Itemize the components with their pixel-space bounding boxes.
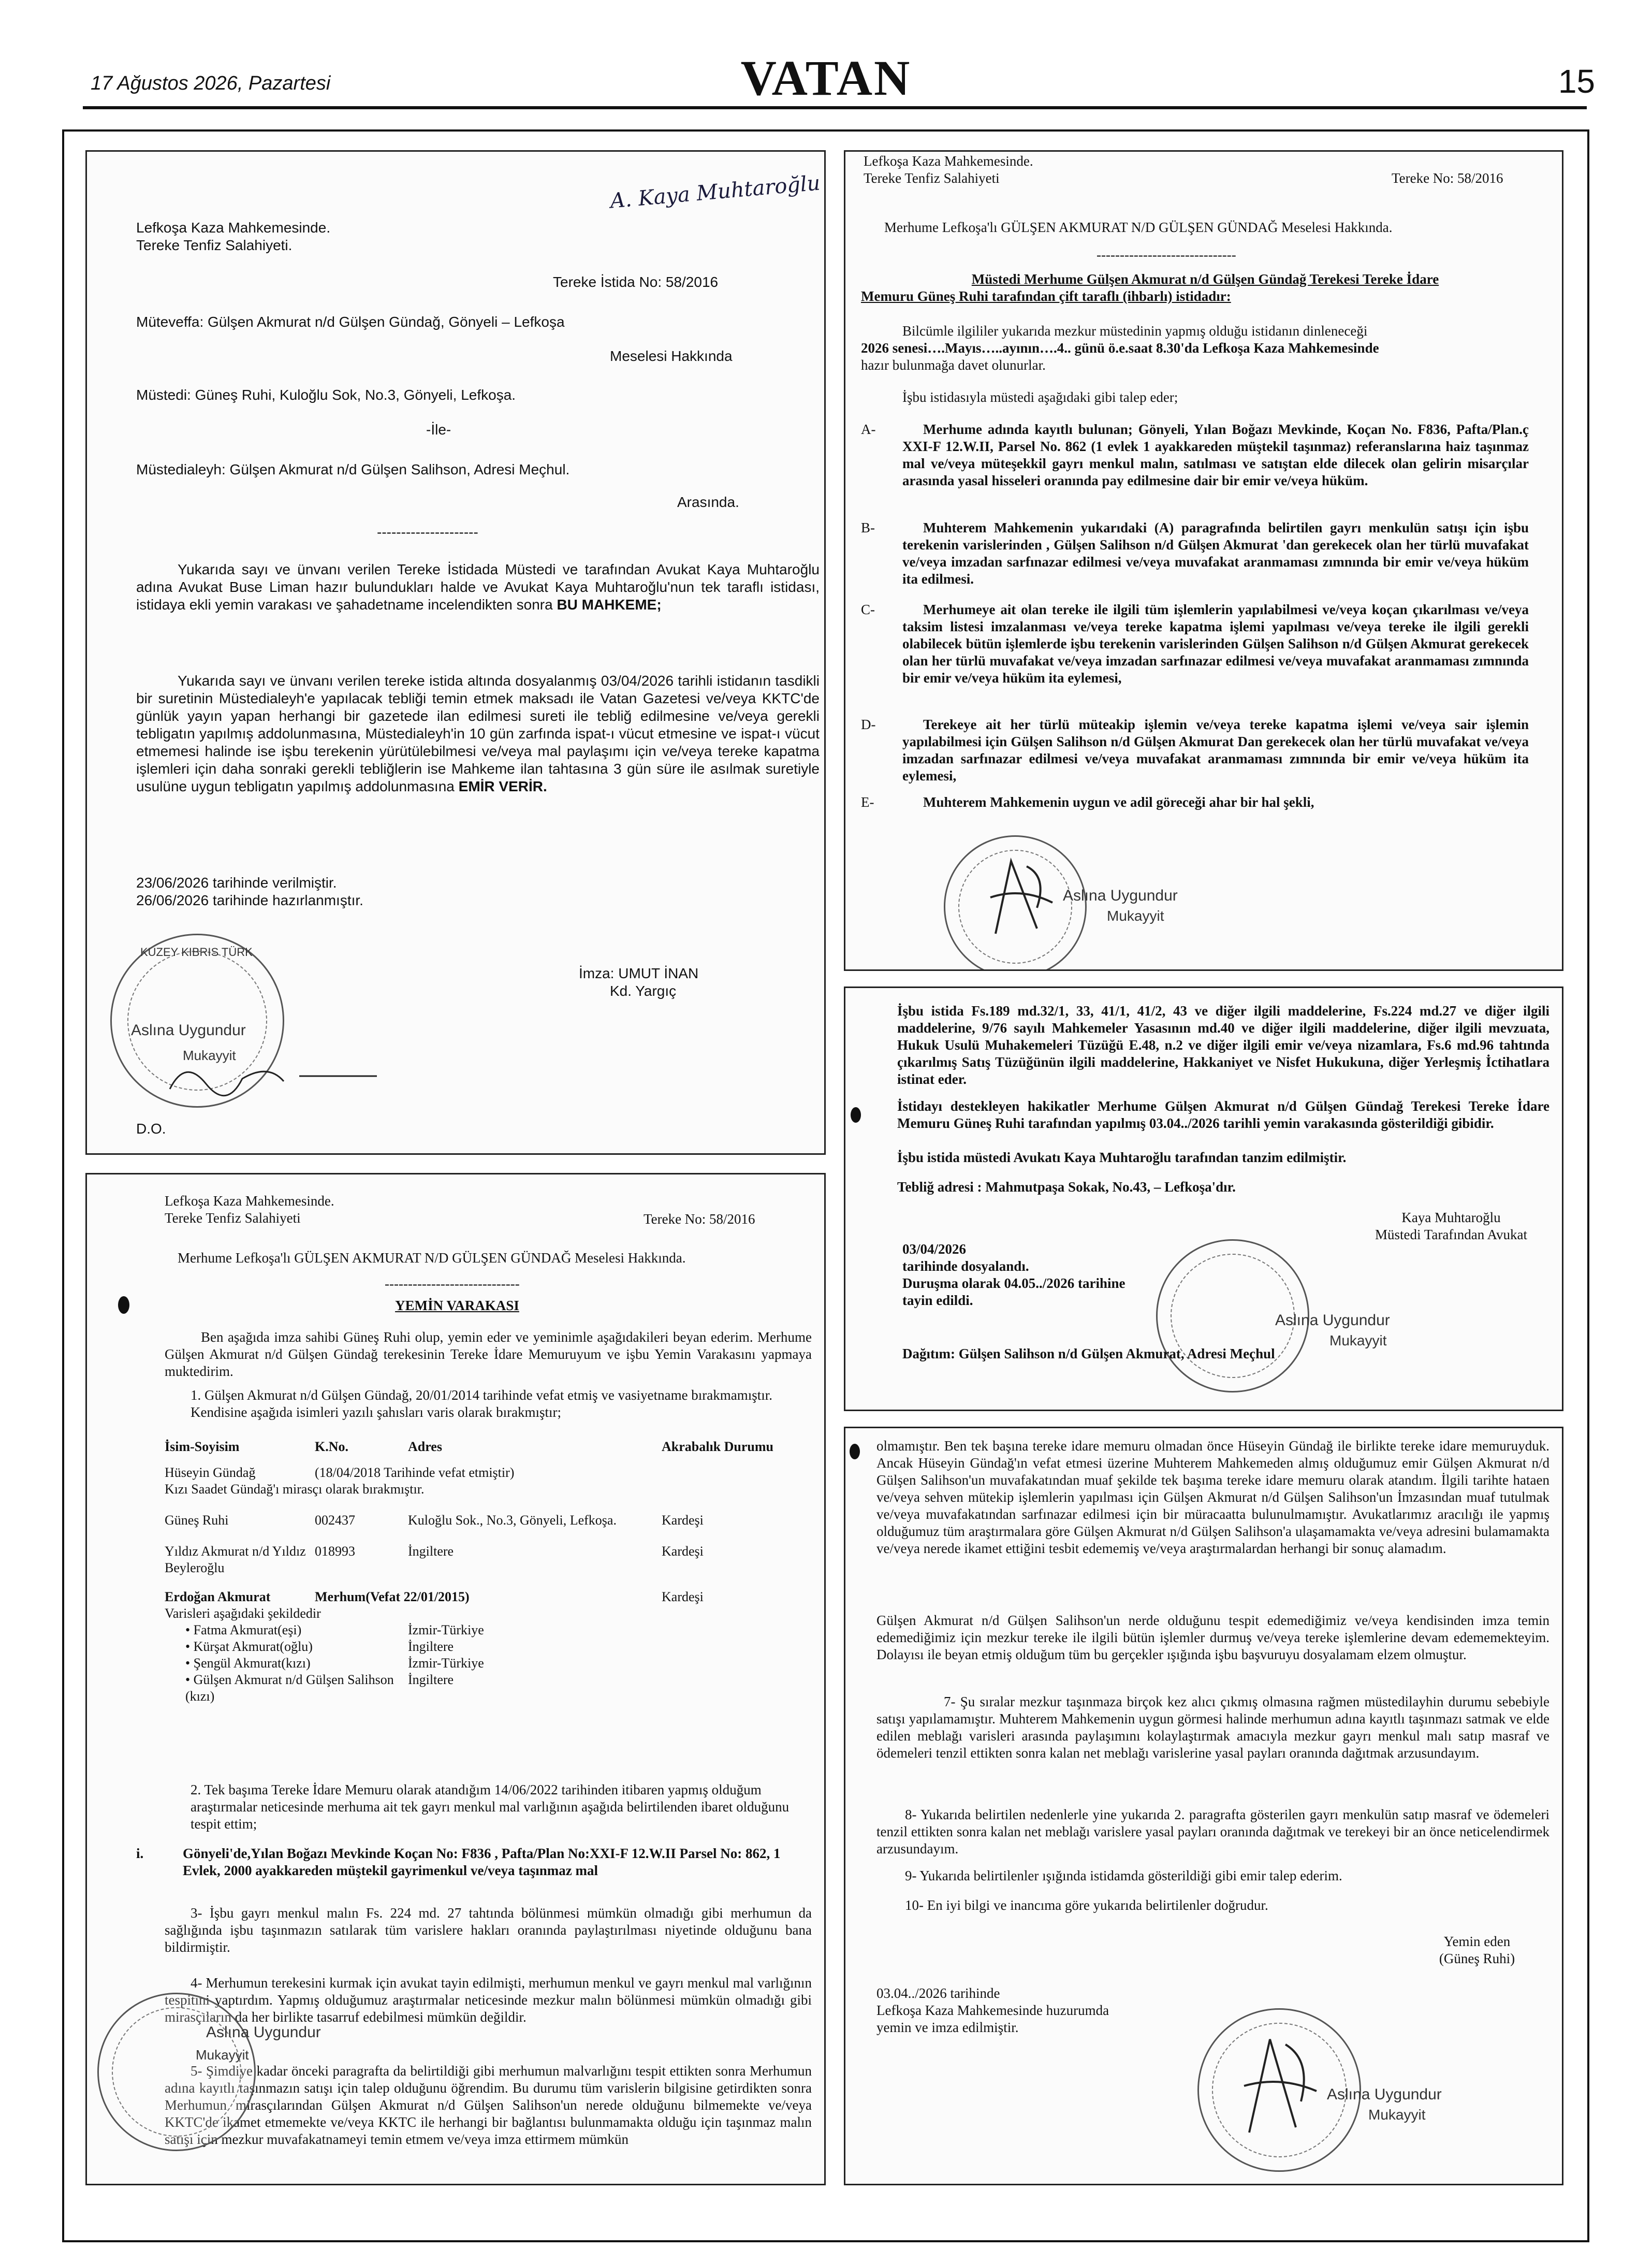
court-seal-icon [97, 1993, 256, 2151]
affidavit-continued-paragraph-1: olmamıştır. Ben tek başına tereke idare memuru olmadan önce Hüseyin Gündağ ile birlikte tereke idare memuruyduk. Ancak Hüseyin Gündağ'ın vefat etmesi üzerine Muhterem Mahkemeden almış olduğumuz emir Gülşen Akmurat n/d Gülşen Salihson'un muvafakatından muaf şekilde tek başıma tereke idare memuru olarak atandım. İlgili tarihte hataen ve/veya sehven mütekip işlemlerin yapılması için Gülşen Akmurat n/d Gülşen Salihson'un İmzasından muaf tutulmak ve/veya muvafakatından sarfınazar edilmesi için bir müracaatta bulunulmamıştır. Avukatlarımız aracılığı ile yapmış olduğumuz tüm araştırmalara göre Gülşen Akmurat n/d Gülşen Salihson'a ulaşamamakta ve/veya adresini bulamamakta ve/veya nerede ikamet ettiğini tesbit edememiş ve/veya araştırmalardan herhangi bir sonuç alamadım. [876, 1438, 1549, 1556]
judge-signature: İmza: UMUT İNAN [579, 965, 699, 981]
heir-kno: 018993 [315, 1544, 355, 1559]
do-label: D.O. [136, 1121, 166, 1137]
heirs-sublabel: Varisleri aşağıdaki şekildedir [165, 1606, 321, 1621]
application-title-line-1: Müstedi Merhume Gülşen Akmurat n/d Gülşen Gündağ Terekesi Tereke İdare [971, 271, 1439, 287]
requests-intro: İşbu istidasıyla müstedi aşağıdaki gibi talep eder; [902, 389, 1178, 405]
panel-affidavit-continued [844, 1427, 1563, 2185]
property-key: i. [136, 1846, 144, 1861]
punch-hole-icon [850, 1444, 860, 1459]
sub-heir-name: Fatma Akmurat(eşi) [193, 1622, 302, 1637]
heir-relation: Kardeşi [662, 1513, 704, 1528]
court-name: Lefkoşa Kaza Mahkemesinde. [165, 1193, 334, 1209]
header-rule [83, 106, 1587, 109]
heir-name: Yıldız Akmurat n/d Yıldız Beyleroğlu [165, 1544, 306, 1575]
heir-note: (18/04/2018 Tarihinde vefat etmiştir) [315, 1465, 515, 1480]
date-prepared: 26/06/2026 tarihinde hazırlanmıştır. [136, 892, 363, 908]
heir-kno: 002437 [315, 1513, 355, 1528]
column-kno: K.No. [315, 1439, 348, 1454]
certified-copy-label: Aslına Uygundur [1275, 1312, 1390, 1329]
request-key-e: E- [861, 794, 874, 810]
column-relation: Akrabalık Durumu [662, 1439, 773, 1454]
order-paragraph-2-bold: EMİR VERİR. [458, 778, 547, 794]
property-text: Gönyeli'de,Yılan Boğazı Mevkinde Koçan No: F836 , Pafta/Plan No:XXI-F 12.W.II Parsel No: 862, 1 Evlek, 2000 ayakkareden müştekil gayrimenkul ve/veya taşınmaz mal [183, 1846, 781, 1878]
signature-mark-icon [165, 1053, 382, 1105]
dash-line: --------------------- [377, 524, 478, 540]
judge-title: Kd. Yargıç [610, 983, 677, 999]
table-row [165, 1464, 817, 1481]
newspaper-title: VATAN [740, 50, 912, 106]
case-number: Tereke İstida No: 58/2016 [553, 274, 719, 290]
affidavit-intro: Ben aşağıda imza sahibi Güneş Ruhi olup, yemin eder ve yeminimle aşağıdakileri beyan ederim. Merhume Gülşen Akmurat n/d Gülşen Gündağ terekesinin Tereke İdare Memuruyum ve işbu Yemin Varakasını yapmaya muktedirim. [165, 1329, 812, 1379]
panel-court-order [85, 150, 826, 1155]
court-name: Lefkoşa Kaza Mahkemesinde. [864, 153, 1033, 169]
service-address: Tebliğ adresi : Mahmutpaşa Sokak, No.43, – Lefkoşa'dır. [897, 1179, 1236, 1195]
property-line [136, 1845, 809, 1879]
request-text-b: Muhterem Mahkemenin yukarıdaki (A) paragrafında belirtilen gayrı menkulün satışı için işbu terekenin varislerinden , Gülşen Salihson n/d Gülşen Akmurat 'dan gerekecek olan her türlü muvafakat ve/veya imzadan sarfınazar edilmesi ve/veya muvafakat aranmaması zımnında bir emir ve/veya hüküm ita edilmesi. [902, 520, 1529, 587]
matter-line: Meselesi Hakkında [610, 348, 733, 364]
registrar-label: Mukayyit [1107, 908, 1164, 924]
heir-address: İngiltere [408, 1544, 454, 1559]
request-text-a: Merhume adında kayıtlı bulunan; Gönyeli, Yılan Boğazı Mevkinde, Koçan No. F836, Pafta/Plan.ç XXI-F 12.W.II, Parsel No. 862 (1 evlek 1 ayakkareden müştekil taşınmaz) referanslarına haiz taşınmaz mal ve/veya müteşekkil gayrı menkul malın, satılması ve satıştan elde dilecek olan gelirin misarçılar arasında yasal hisseleri oranında pay edilmesine dair bir emir ve/veya hüküm. [902, 422, 1529, 488]
court-division: Tereke Tenfiz Salahiyeti [165, 1210, 301, 1226]
masthead [0, 0, 1652, 119]
date-given: 23/06/2026 tarihinde verilmiştir. [136, 875, 337, 891]
list-item: • Şengül Akmurat(kızı) İzmir-Türkiye [165, 1655, 817, 1672]
court-name: Lefkoşa Kaza Mahkemesinde. [136, 220, 331, 236]
punch-hole-icon [851, 1107, 861, 1123]
prepared-by-line: İşbu istida müstedi Avukatı Kaya Muhtaroğlu tarafından tanzim edilmiştir. [897, 1150, 1347, 1165]
request-key-d: D- [861, 717, 876, 732]
table-row [165, 1512, 817, 1529]
registrar-label: Mukayyit [196, 2047, 249, 2063]
heir-address: Kuloğlu Sok., No.3, Gönyeli, Lefkoşa. [408, 1513, 617, 1528]
request-item-c [861, 601, 1529, 687]
certified-copy-label: Aslına Uygundur [206, 2024, 321, 2041]
order-paragraph-1 [136, 561, 820, 614]
certified-copy-label: Aslına Uygundur [1063, 887, 1178, 904]
column-name: İsim-Soyisim [165, 1439, 240, 1454]
affidavit-item-8: 8- Yukarıda belirtilen nedenlerle yine yukarıda 2. paragrafta gösterilen gayrı menkulün satıp masraf ve ödemeleri tenzil ettikten sonra kalan net meblağı varislere yasal payları oranında dağıtmak ve terekeyi bir an önce neticelendirmek arzusundayım. [876, 1807, 1549, 1856]
facts-paragraph: İstidayı destekleyen hakikatler Merhume Gülşen Akmurat n/d Gülşen Gündağ Terekesi Tereke İdare Memuru Güneş Ruhi tarafından yapılmış 03.04../2026 tarihli yemin varakasında gösterildiği gibidir. [897, 1098, 1549, 1131]
certified-copy-label: Aslına Uygundur [131, 1022, 246, 1039]
order-paragraph-1-text: Yukarıda sayı ve ünvanı verilen Tereke İstidada Müstedi ve tarafından Avukat Kaya Muhtaroğlu adına Avukat Buse Liman hazır bulundukları halde ve Avukat Kaya Muhtaroğlu'nun tek taraflı istidası, istidaya ekli yemin varakası ve şahadetname incelendikten sonra [136, 561, 820, 613]
registrar-label: Mukayyit [1368, 2107, 1426, 2123]
signature-mark-icon [1229, 2024, 1332, 2148]
court-division: Tereke Tenfiz Salahiyeti. [136, 237, 293, 253]
hearing-date: Duruşma olarak 04.05../2026 tarihine [902, 1275, 1125, 1291]
list-item: • Gülşen Akmurat n/d Gülşen Salihson (kızı) İngiltere [165, 1672, 817, 1705]
affidavit-item-3: 3- İşbu gayrı menkul malın Fs. 224 md. 27 tahtında bölünmesi mümkün olmadığı gibi merhumun da sağlığında işbu taşınmazın satılarak tüm varislere hakları oranında paylaştırılması niyetinde olduğunu bana bildirmiştir. [165, 1905, 812, 1955]
affidavit-item-5: 5- Şimdiye kadar önceki paragrafta da belirtildiği gibi merhumun malvarlığını tespit ettikten sonra Merhumun adına kayıtlı taşınmazın satışı için talep olduğunu öğrendim. Bu durumu tüm varislerin bilgisine getirdikten sonra Merhumun mirasçılarından Gülşen Akmurat n/d Gülşen Salihson'un nerede olduğunu bilmemekte ve/veya KKTC'de ikamet etmemekte ve/veya KKTC ile herhangi bir bağlantısı bulunmamakta olduğu için taşınmaz malın satışı için mezkur muvafakatnameyi temin etmem ve/veya imza ettirmem mümkün [165, 2063, 812, 2147]
affidavit-item-10: 10- En iyi bilgi ve inancıma göre yukarıda belirtilenler doğrudur. [905, 1897, 1268, 1913]
panel-affidavit [85, 1173, 826, 2185]
column-address: Adres [408, 1439, 442, 1454]
applicant-line: Müstedi: Güneş Ruhi, Kuloğlu Sok, No.3, Gönyeli, Lefkoşa. [136, 387, 516, 403]
hearing-label: tayin edildi. [902, 1293, 973, 1308]
deponent-name: (Güneş Ruhi) [1439, 1951, 1515, 1966]
dash-line: ------------------------------ [1097, 247, 1236, 263]
deponent-block [1410, 1933, 1544, 1967]
sub-heir-name: Kürşat Akmurat(oğlu) [193, 1639, 313, 1654]
application-title-line-2: Memuru Güneş Ruhi tarafından çift taraflı (ihbarlı) istidadır: [861, 288, 1231, 304]
table-row [165, 1543, 817, 1576]
list-item: • Fatma Akmurat(eşi) İzmir-Türkiye [165, 1622, 817, 1638]
hearing-notice-line-3: hazır bulunmağa davet olunurlar. [861, 357, 1046, 373]
table-row [165, 1481, 817, 1498]
deponent-label: Yemin eden [1443, 1934, 1511, 1949]
matter-line: Merhume Lefkoşa'lı GÜLŞEN AKMURAT N/D GÜLŞEN GÜNDAĞ Meselesi Hakkında. [884, 220, 1393, 235]
request-text-c: Merhumeye ait olan tereke ile ilgili tüm işlemlerin yapılabilmesi ve/veya koçan çıkarılması ve/veya taksim listesi imzalanması ve/veya tereke kapatma işlemi yapılması ve/veya tereke ile ilgili gerekli olabilecek bütün işlemlerde işbu terekenin varislerinden Gülşen Salihson n/d Gülşen Akmurat gerekecek olan her türlü muvafakat ve/veya imzadan sarfınazar edilmesi ve/veya muvafakat aranmaması zımnında bir emir ve/veya hüküm ita eylemesi, [902, 602, 1529, 686]
table-row [165, 1589, 817, 1605]
panel-application [844, 150, 1563, 971]
sub-heir-place: İzmir-Türkiye [408, 1656, 484, 1671]
sub-heir-name: Gülşen Akmurat n/d Gülşen Salihson (kızı) [185, 1672, 394, 1704]
registrar-label: Mukayyit [1329, 1332, 1387, 1348]
legal-basis-paragraph: İşbu istida Fs.189 md.32/1, 33, 41/1, 41/2, 43 ve diğer ilgili maddelerine, Fs.224 md.27 ve diğer ilgili maddelerine, 9/76 sayılı Mahkemeler Yasasının md.40 ve diğer ilgili maddelerine, diğer ilgili mevzuata, Hukuk Usulü Muhakemeleri Tüzüğü E.48, n.2 ve diğer ilgili emir ve/veya nizamlara, Fs.6 md.96 tahtında çıkarılmış Satış Tüzüğünün ilgili maddelerine, Hakkaniyet ve Nisfet Hukukuna, diğer Yerleşmiş İctihatlara istinat eder. [897, 1003, 1549, 1087]
affidavit-item-4: 4- Merhumun terekesini kurmak için avukat tayin edilmişti, merhumun menkul ve gayrı menkul mal varlığının tespitini yaptırdım. Yapmış olduğumuz araştırmalar neticesinde mezkur malın bölünmesi mümkün olmadığı gibi mirasçıların da her birlikte tasarruf edebilmesi mümkün değildir. [165, 1975, 812, 2025]
registrar-label: Mukayyit [183, 1048, 236, 1063]
filed-date: 03/04/2026 [902, 1241, 967, 1257]
request-item-e [861, 794, 1529, 811]
lawyer-signature-block [1358, 1209, 1544, 1243]
list-item: • Kürşat Akmurat(oğlu) İngiltere [165, 1638, 817, 1655]
lawyer-role: Müstedi Tarafından Avukat [1375, 1227, 1528, 1242]
hearing-notice-line-1: Bilcümle ilgililer yukarıda mezkur müstedinin yapmış olduğu istidanın dinleneceği [902, 323, 1368, 339]
sub-heir-place: İngiltere [408, 1639, 454, 1654]
order-paragraph-1-bold: BU MAHKEME; [557, 597, 662, 613]
dash-line: ----------------------------- [385, 1276, 520, 1292]
respondent-line: Müstedialeyh: Gülşen Akmurat n/d Gülşen Salihson, Adresi Meçhul. [136, 461, 570, 477]
affidavit-continued-paragraph-2: Gülşen Akmurat n/d Gülşen Salihson'un nerde olduğunu tespit edemediğimiz ve/veya kendisinden imza temin edemediğimiz için mezkur tereke ile ilgili bütün işlemler durmuş ve/veya tereke işlemlerine devam edememekteyim. Dolayısı ile beyan etmiş olduğum tüm bu gerçekler ışığında işbu başvuruyu dosyalamam elzem olmuştur. [876, 1613, 1549, 1662]
sub-heir-place: İzmir-Türkiye [408, 1622, 484, 1637]
heir-relation: Kardeşi [662, 1589, 704, 1604]
certified-copy-label: Aslına Uygundur [1327, 2086, 1442, 2103]
court-division: Tereke Tenfiz Salahiyeti [864, 170, 1000, 186]
panel-application-continued [844, 987, 1563, 1411]
case-number: Tereke No: 58/2016 [644, 1211, 755, 1227]
affidavit-item-7: 7- Şu sıralar mezkur taşınmaza birçok kez alıcı çıkmış olmasına rağmen müstedilayhin durumu sebebiyle satışı yapılamamıştır. Muhterem Mahkemenin uygun görmesi halinde merhumun adına kayıtlı taşınmazı satmak ve elde edilen meblağı varisleri arasında paylaşımını kolaylaştırmak amacıyla mezkur gayrı menkul malı satıp masraf ve ödemeleri tenzil ettikten sonra kalan net meblağı varislerine yasal payları oranında dağıtmak arzusundayım. [876, 1694, 1549, 1761]
heirs-statement: 1. Gülşen Akmurat n/d Gülşen Gündağ, 20/01/2014 tarihinde vefat etmiş ve vasiyetname bırakmamıştır. Kendisine aşağıda isimleri yazılı şahısları varis olarak bırakmıştır; [191, 1387, 773, 1420]
request-key-c: C- [861, 602, 875, 617]
court-seal-text: KUZEY KIBRIS TÜRK [140, 946, 253, 959]
affidavit-title: YEMİN VARAKASI [395, 1298, 519, 1313]
request-item-a [861, 421, 1529, 489]
order-paragraph-2 [136, 672, 820, 795]
affidavit-item-9: 9- Yukarıda belirtilenler ışığında istidamda gösterildiği gibi emir talep ederim. [905, 1868, 1342, 1883]
ile-line: -İle- [426, 422, 451, 438]
request-key-a: A- [861, 422, 876, 437]
sworn-date: 03.04../2026 tarihinde [876, 1985, 1000, 2001]
request-text-e: Muhterem Mahkemenin uygun ve adil göreceği ahar bir hal şekli, [923, 794, 1314, 810]
heir-note: Merhum(Vefat 22/01/2015) [315, 1589, 470, 1604]
hearing-notice [861, 323, 1549, 374]
heir-name: Güneş Ruhi [165, 1513, 229, 1528]
matter-line: Merhume Lefkoşa'lı GÜLŞEN AKMURAT N/D GÜLŞEN GÜNDAĞ Meselesi Hakkında. [178, 1250, 686, 1266]
deceased-line: Müteveffa: Gülşen Akmurat n/d Gülşen Gündağ, Gönyeli – Lefkoşa [136, 314, 565, 330]
table-row [165, 1605, 817, 1622]
arasinda-line: Arasında. [677, 494, 739, 510]
heir-note: Kızı Saadet Gündağ'ı mirasçı olarak bırakmıştır. [165, 1482, 425, 1497]
issue-date: 17 Ağustos 2026, Pazartesi [91, 72, 331, 94]
heirs-table [165, 1439, 817, 1705]
sworn-block [876, 1985, 1109, 2036]
filing-block [902, 1241, 1125, 1309]
heir-name: Hüseyin Gündağ [165, 1465, 256, 1480]
lawyer-name: Kaya Muhtaroğlu [1401, 1210, 1501, 1225]
request-text-d: Terekeye ait her türlü müteakip işlemin ve/veya tereke kapatma işlemi ve/veya sair işlemin yapılabilmesi için Gülşen Salihson n/d Gülşen Akmurat Dan gerekecek olan her türlü muvafakat ve/veya imzadan sarfınazar edilmesi ve/veya muvafakat aranmaması zımnında bir emir ve/veya hüküm ita eylemesi, [902, 717, 1529, 784]
filed-label: tarihinde dosyalandı. [902, 1258, 1029, 1274]
signature-mark-icon [975, 846, 1068, 949]
handwritten-note: A. Kaya Muhtaroğlu [609, 171, 822, 213]
case-number: Tereke No: 58/2016 [1392, 170, 1503, 186]
affidavit-item-2: 2. Tek başıma Tereke İdare Memuru olarak atandığım 14/06/2022 tarihinden itibaren yapmış olduğum araştırmalar neticesinde merhuma ait tek gayrı menkul mal varlığının aşağıda belirtilenden ibaret olduğunu tespit ettim; [191, 1782, 790, 1832]
request-item-b [861, 519, 1529, 588]
sub-heir-place: İngiltere [408, 1672, 454, 1687]
heirs-table-header [165, 1439, 817, 1455]
sworn-before: Lefkoşa Kaza Mahkemesinde huzurumda [876, 2003, 1109, 2018]
page-number: 15 [1558, 63, 1595, 100]
heir-relation: Kardeşi [662, 1544, 704, 1559]
heir-name: Erdoğan Akmurat [165, 1589, 271, 1604]
distribution-line: Dağıtım: Gülşen Salihson n/d Gülşen Akmurat, Adresi Meçhul [902, 1346, 1275, 1361]
request-key-b: B- [861, 520, 875, 535]
hearing-notice-line-2: 2026 senesi….Mayıs…..ayının….4.. günü ö.e.saat 8.30'da Lefkoşa Kaza Mahkemesinde [861, 340, 1379, 356]
application-title [861, 271, 1549, 305]
sub-heir-name: Şengül Akmurat(kızı) [193, 1656, 311, 1671]
sworn-signed: yemin ve imza edilmiştir. [876, 2020, 1019, 2035]
request-item-d [861, 716, 1529, 785]
order-paragraph-2-text: Yukarıda sayı ve ünvanı verilen tereke istida altında dosyalanmış 03/04/2026 tarihli istidanın tasdikli bir suretinin Müstedialeyh'e yapılacak tebliği temin etmek maksadı ile Vatan Gazetesi ve/veya KKTC'de günlük yayın yapan herhangi bir gazetede ilan edilmesi sureti ile tebliğ edilmesine ve/veya gerekli tebligatın yapılmış addolunmasına, Müstedialeyh'in 10 gün zarfında ispat-ı vücut etmesine ve ispat-ı vücut etmemesi halinde ise işbu terekenin yürütülebilmesi ve/veya mal paylaşımı için ve/veya tereke kapatma işlemleri için daha sonraki gerekli tebliğlerin ise Mahkeme ilan tahtasına 3 gün süre ile asılmak suretiyle usulüne uygun tebligatın yapılmış addolunmasına [136, 673, 820, 794]
